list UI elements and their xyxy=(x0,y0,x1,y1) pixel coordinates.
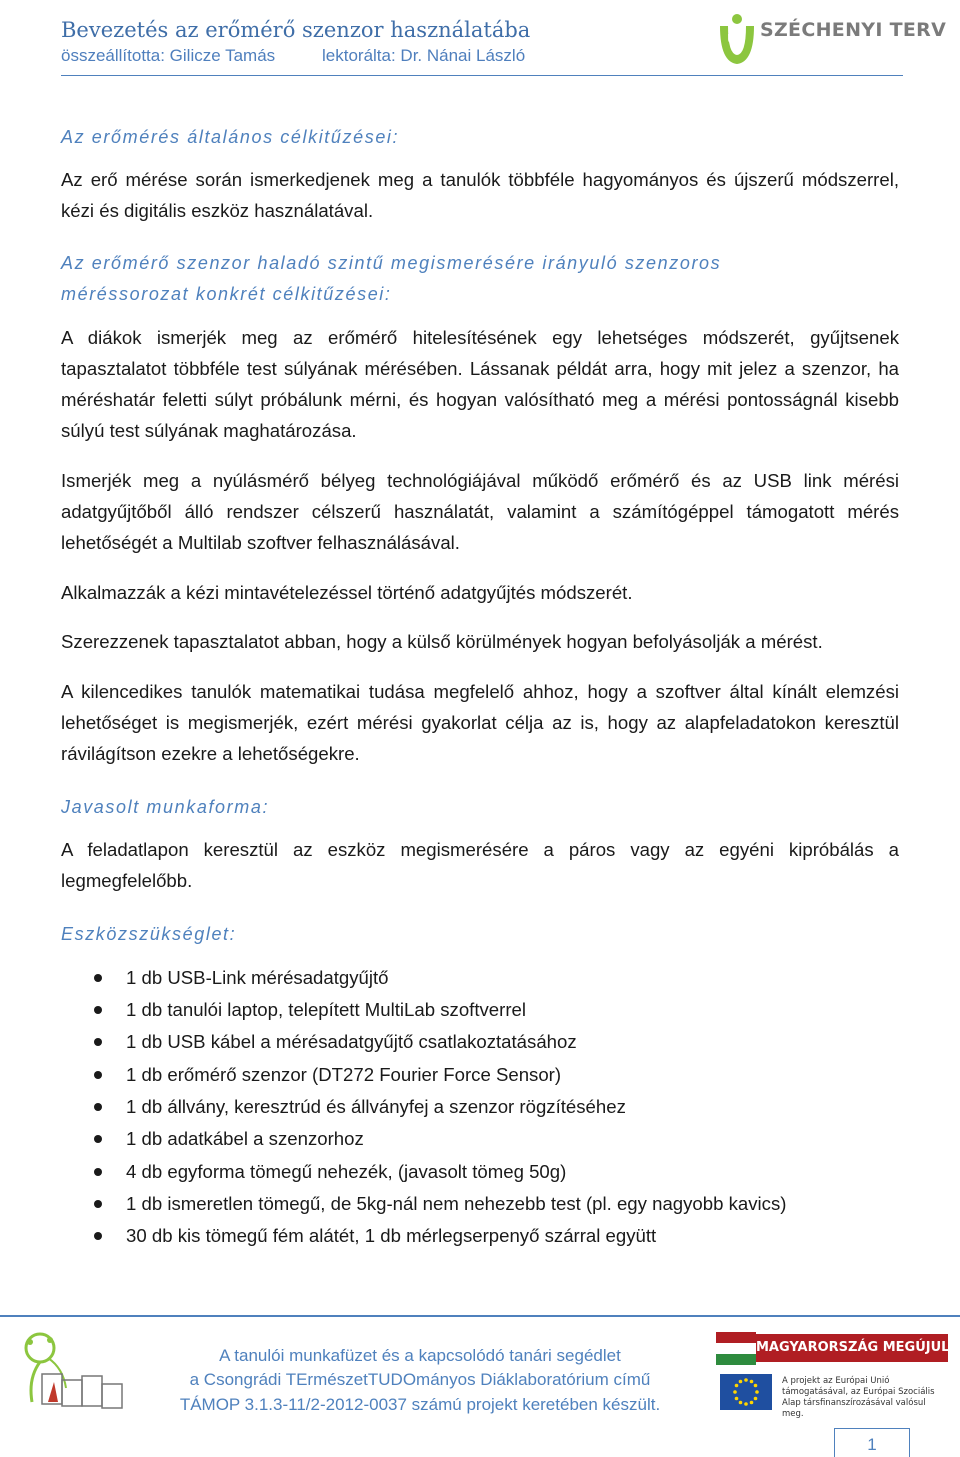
bullet-icon xyxy=(94,1135,102,1143)
logo-text: SZÉCHENYI TERV xyxy=(760,19,947,41)
header-divider xyxy=(61,75,903,76)
specific-goals-paragraph-4: Szerezzenek tapasztalatot abban, hogy a külső körülmények hogyan befolyásolják a mérést. xyxy=(61,631,823,652)
footer-credit-line-3: TÁMOP 3.1.3-11/2-2012-0037 számú projekt keretében készült. xyxy=(179,1395,661,1414)
specific-goals-paragraph-3: Alkalmazzák a kézi mintavételezéssel történő adatgyűjtés módszerét. xyxy=(61,582,633,603)
footer-credit-line-2: a Csongrádi TErmészetTUDOmányos Diáklaboratórium című xyxy=(189,1370,651,1389)
workform-heading: Javasolt munkaforma: xyxy=(61,797,270,817)
compiler-credit: összeállította: Gilicze Tamás xyxy=(61,46,276,65)
specific-goals-heading-line-2: méréssorozat konkrét célkitűzései: xyxy=(61,284,392,304)
specific-goals-heading-line-1: Az erőmérő szenzor haladó szintű megismerésére irányuló szenzoros xyxy=(61,253,722,273)
magyarorszag-megujul-logo-icon xyxy=(716,1330,950,1419)
footer-credit-line-1: A tanulói munkafüzet és a kapcsolódó tanári segédlet xyxy=(219,1346,621,1365)
workform-text: A feladatlapon keresztül az eszköz megismerésére a páros vagy az egyéni kipróbálás a legmegfelelőbb. xyxy=(61,839,899,891)
bullet-icon xyxy=(94,1103,102,1111)
equipment-heading: Eszközszükséglet: xyxy=(61,924,237,944)
page-number: 1 xyxy=(867,1435,877,1454)
bullet-icon xyxy=(94,1232,102,1240)
bullet-icon xyxy=(94,1200,102,1208)
specific-goals-paragraph-2: Ismerjék meg a nyúlásmérő bélyeg technológiájával működő erőmérő és az USB link mérési adatgyűjtőből álló rendszer célszerű használatát, valamint a számítógéppel támogatott mérés lehetőségét a Multilab szoftver felhasználásával. xyxy=(61,470,899,553)
eu-flag-icon xyxy=(720,1374,772,1410)
bullet-icon xyxy=(94,1038,102,1046)
eu-funding-note: A projekt az Európai Unió támogatásával, az Európai Szociális Alap társfinanszírozásával valósul meg. xyxy=(782,1376,935,1419)
bullet-icon xyxy=(94,1006,102,1014)
reviewer-credit: lektorálta: Dr. Nánai László xyxy=(322,46,526,65)
bullet-icon xyxy=(94,1071,102,1079)
general-goals-heading: Az erőmérés általános célkitűzései: xyxy=(61,127,400,147)
general-goals-text: Az erő mérése során ismerkedjenek meg a tanulók többféle hagyományos és újszerű módszerrel, kézi és digitális eszköz használatával. xyxy=(61,169,899,221)
logo-mark: ÚJ xyxy=(727,32,742,46)
bullet-icon xyxy=(94,974,102,982)
bullet-icon xyxy=(94,1168,102,1176)
hungary-banner: MAGYARORSZÁG MEGÚJUL xyxy=(756,1334,948,1362)
page-number-box xyxy=(834,1428,910,1457)
specific-goals-paragraph-5: A kilencedikes tanulók matematikai tudása megfelelő ahhoz, hogy a szoftver által kínált elemzési lehetőséget is megismerjék, ezért mérési gyakorlat célja az is, hogy az alapfeladatokon keresztül rávilágítson ezekre a lehetőségekre. xyxy=(61,681,899,764)
footer-divider xyxy=(0,1315,960,1317)
document-title: Bevezetés az erőmérő szenzor használatába xyxy=(61,18,531,42)
specific-goals-paragraph-1: A diákok ismerjék meg az erőmérő hitelesítésének egy lehetséges módszerét, gyűjtsenek tapasztalatot többféle test súlyának mérésében. Lássanak példát arra, hogy mit jelez a szenzor, ha méréshatár feletti súlyt próbálunk mérni, és hogyan valósítható meg a mérési pontosságnál kisebb súlyú test súlyának maghatározása. xyxy=(61,327,899,441)
